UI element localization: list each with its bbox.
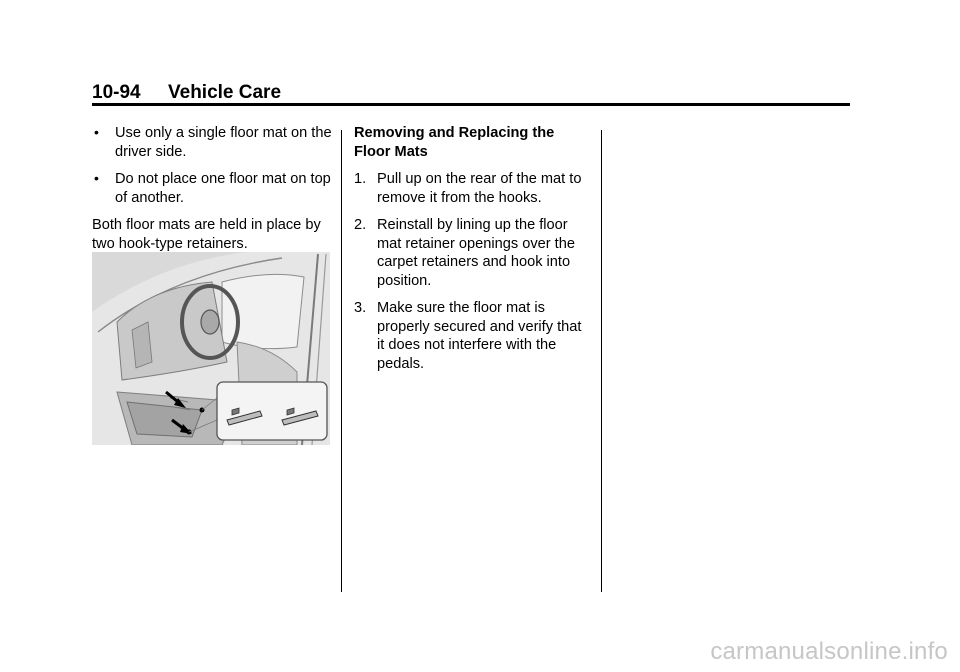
left-column bbox=[92, 124, 332, 262]
bullet-icon: • bbox=[94, 170, 99, 186]
bullet-item bbox=[92, 124, 332, 161]
bullet-text: Use only a single floor mat on the driver side. bbox=[115, 125, 332, 160]
step-number: 3. bbox=[354, 300, 367, 316]
header-rule bbox=[92, 103, 850, 106]
bullet-item bbox=[92, 170, 332, 207]
step-item bbox=[354, 170, 590, 207]
step-number: 2. bbox=[354, 217, 367, 233]
retainer-paragraph: Both floor mats are held in place by two hook-type retainers. bbox=[92, 217, 321, 252]
bullet-text: Do not place one floor mat on top of another. bbox=[115, 171, 331, 206]
section-title: Vehicle Care bbox=[168, 82, 282, 103]
step-item bbox=[354, 299, 590, 373]
step-item bbox=[354, 216, 590, 290]
bullet-icon: • bbox=[94, 124, 99, 140]
column-divider-right bbox=[601, 130, 602, 592]
step-number: 1. bbox=[354, 171, 367, 187]
right-column bbox=[354, 124, 590, 382]
column-divider-left bbox=[341, 130, 342, 592]
subsection-heading: Removing and Replacing the Floor Mats bbox=[354, 125, 555, 160]
floor-mat-illustration bbox=[92, 252, 330, 445]
page-number: 10-94 bbox=[92, 82, 141, 103]
step-text: Reinstall by lining up the floor mat retainer openings over the carpet retainers and hook into position. bbox=[377, 217, 575, 289]
step-text: Make sure the floor mat is properly secured and verify that it does not interfere with the pedals. bbox=[377, 300, 582, 372]
step-text: Pull up on the rear of the mat to remove it from the hooks. bbox=[377, 171, 582, 206]
watermark: carmanualsonline.info bbox=[710, 638, 948, 665]
